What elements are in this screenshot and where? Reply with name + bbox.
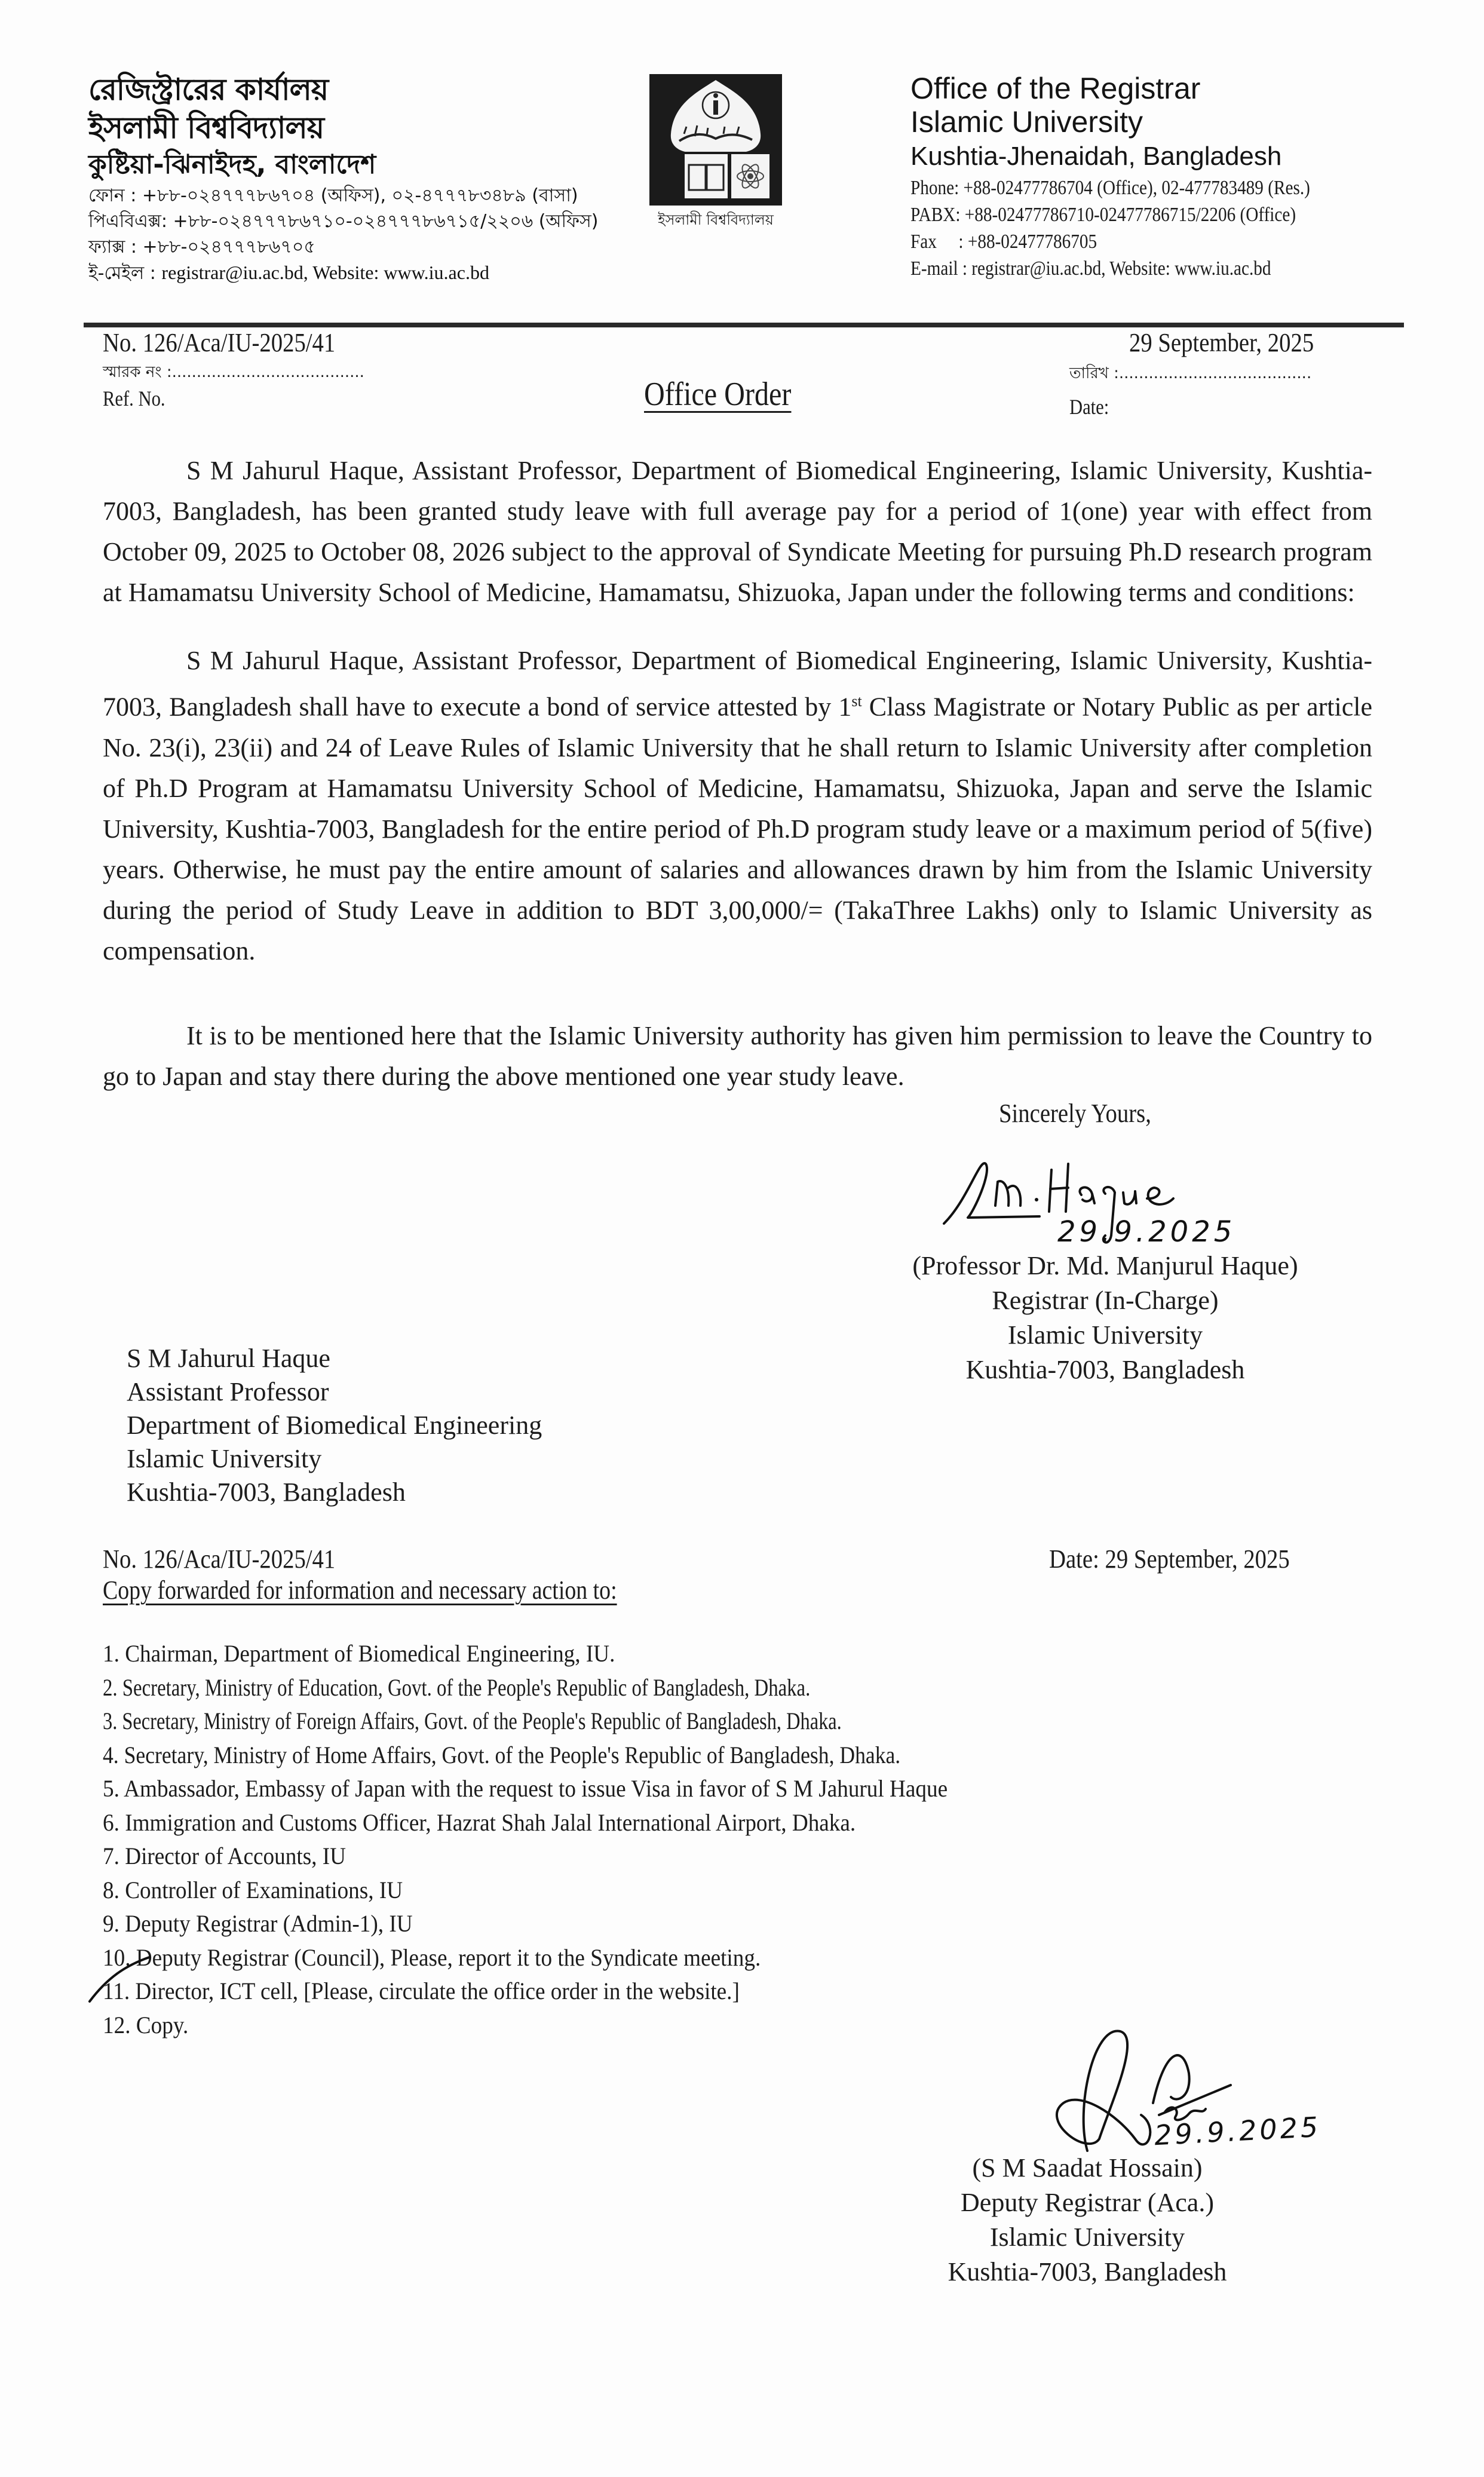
paragraph-3-text: It is to be mentioned here that the Islamic University authority has given him permission to leave the Country to go to Japan and stay there during the above mentioned one year study leave. <box>103 1021 1372 1091</box>
phone-english: Phone: +88-02477786704 (Office), 02-477783489 (Res.) <box>910 177 1310 199</box>
letterhead-english <box>910 72 1375 282</box>
recipient-address: Kushtia-7003, Bangladesh <box>127 1477 406 1507</box>
list-item: 6. Immigration and Customs Officer, Hazrat Shah Jalal International Airport, Dhaka. <box>103 1808 856 1836</box>
header-divider <box>84 323 1404 327</box>
paragraph-2-text-a: S M Jahurul Haque, Assistant Professor, Department of Biomedical Engineering, Islamic University, Kushtia-7003, Bangladesh shall have to execute a bond of service attested by 1 <box>103 646 1372 722</box>
list-item: 5. Ambassador, Embassy of Japan with the request to issue Visa in favor of S M Jahurul Haque <box>103 1775 948 1802</box>
email-web-bengali <box>88 260 599 286</box>
registrar-name: (Professor Dr. Md. Manjurul Haque) <box>912 1251 1298 1280</box>
date-label-bengali: তারিখ :....................................... <box>1069 364 1312 382</box>
deputy-registrar-address: Kushtia-7003, Bangladesh <box>948 2257 1227 2286</box>
office-title-english: Office of the Registrar <box>910 72 1201 105</box>
paragraph-2-text-b: Class Magistrate or Notary Public as per article No. 23(i), 23(ii) and 24 of Leave Rules of Islamic University that he shall return to Islamic University after completion of Ph.D Program at Hamamatsu University School of Medicine, Hamamatsu, Shizuoka, Japan and serve the Islamic University, Kushtia-7003, Bangladesh for the entire period of Ph.D program study leave or a maximum period of 5(five) years. Otherwise, he must pay the entire amount of salaries and allowances drawn by him from the Islamic University during the period of Study Leave in addition to BDT 3,00,000/= (TakaThree Lakhs) only to Islamic University as compensation. <box>103 692 1372 965</box>
email-label-bengali: ই-মেইল : <box>88 263 156 284</box>
list-item: 8. Controller of Examinations, IU <box>103 1876 403 1903</box>
reference-number: No. 126/Aca/IU-2025/41 <box>103 328 336 357</box>
body-paragraph-1 <box>103 450 1372 613</box>
office-title-bengali: রেজিস্ট্রারের কার্যালয় <box>88 72 329 107</box>
recipient-department: Department of Biomedical Engineering <box>127 1411 542 1440</box>
signature-date-registrar: 29.9.2025 <box>1057 1215 1236 1249</box>
copy-forward-heading: Copy forwarded for information and necessary action to: <box>103 1575 617 1605</box>
list-item: 1. Chairman, Department of Biomedical Engineering, IU. <box>103 1640 615 1667</box>
list-item: 10. Deputy Registrar (Council), Please, report it to the Syndicate meeting. <box>103 1943 761 1971</box>
ref-label-bengali: স্মারক নং :....................................... <box>103 363 364 381</box>
reference-date: 29 September, 2025 <box>1129 328 1314 357</box>
list-item: 4. Secretary, Ministry of Home Affairs, Govt. of the People's Republic of Bangladesh, Dhaka. <box>103 1741 901 1768</box>
signatory-registrar-block <box>842 1249 1368 1387</box>
recipient-address-block <box>127 1342 542 1509</box>
recipient-institution: Islamic University <box>127 1444 322 1473</box>
signatory-deputy-registrar-block <box>896 2151 1278 2289</box>
registrar-address: Kushtia-7003, Bangladesh <box>965 1355 1245 1384</box>
body-paragraph-3 <box>103 1016 1372 1097</box>
deputy-registrar-institution: Islamic University <box>989 2222 1185 2252</box>
fax-bengali: ফ্যাক্স : +৮৮-০২৪৭৭৭৮৬৭০৫ <box>88 237 315 257</box>
deputy-registrar-designation: Deputy Registrar (Aca.) <box>961 2188 1214 2217</box>
fax-english: Fax : +88-02477786705 <box>910 231 1097 253</box>
pen-tick-mark <box>84 1954 155 2007</box>
list-item: 7. Director of Accounts, IU <box>103 1843 347 1869</box>
email-web-links[interactable]: registrar@iu.ac.bd, Website: www.iu.ac.bd <box>161 262 489 283</box>
copy-reference-number: No. 126/Aca/IU-2025/41 <box>103 1544 336 1574</box>
list-item: 9. Deputy Registrar (Admin-1), IU <box>103 1910 413 1937</box>
crest-graphic <box>649 74 782 206</box>
closing-salutation: Sincerely Yours, <box>999 1099 1151 1128</box>
letterhead-bengali <box>88 70 599 286</box>
copy-recipient-list <box>103 1637 1015 2042</box>
list-item: 2. Secretary, Ministry of Education, Govt. of the People's Republic of Bangladesh, Dhaka. <box>103 1673 811 1701</box>
phone-bengali: ফোন : +৮৮-০২৪৭৭৭৮৬৭০৪ (অফিস), ০২-৪৭৭৭৮৩৪৮৯ (বাসা) <box>88 185 578 206</box>
location-english: Kushtia-Jhenaidah, Bangladesh <box>910 142 1282 171</box>
university-name-bengali: ইসলামী বিশ্ববিদ্যালয় <box>88 111 324 145</box>
deputy-registrar-name: (S M Saadat Hossain) <box>972 2153 1203 2182</box>
pabx-english: PABX: +88-02477786710-02477786715/2206 (Office) <box>910 204 1296 226</box>
ref-label-english: Ref. No. <box>103 387 165 410</box>
list-item: 12. Copy. <box>103 2011 189 2038</box>
list-item: 11. Director, ICT cell, [Please, circulate the office order in the website.] <box>103 1978 740 2004</box>
copy-date: Date: 29 September, 2025 <box>1049 1544 1290 1574</box>
list-item: 3. Secretary, Ministry of Foreign Affairs, Govt. of the People's Republic of Bangladesh, Dhaka. <box>103 1707 842 1734</box>
registrar-designation: Registrar (In-Charge) <box>992 1286 1219 1315</box>
university-name-english: Islamic University <box>910 105 1143 139</box>
signature-date-deputy-registrar: 29.9.2025 <box>1153 2110 1322 2152</box>
recipient-name: S M Jahurul Haque <box>127 1344 330 1373</box>
paragraph-1-text: S M Jahurul Haque, Assistant Professor, Department of Biomedical Engineering, Islamic University, Kushtia-7003, Bangladesh, has been granted study leave with full average pay for a period of 1(one) year with effect from October 09, 2025 to October 08, 2026 subject to the approval of Syndicate Meeting for pursuing Ph.D research program at Hamamatsu University School of Medicine, Hamamatsu, Shizuoka, Japan under the following terms and conditions: <box>103 456 1372 607</box>
pabx-bengali: পিএবিএক্স: +৮৮-০২৪৭৭৭৮৬৭১০-০২৪৭৭৭৮৬৭১৫/২২০৬ (অফিস) <box>88 211 599 232</box>
page-title: Office Order <box>644 376 792 413</box>
superscript-st: st <box>851 692 862 710</box>
email-web-english[interactable]: E-mail : registrar@iu.ac.bd, Website: www.iu.ac.bd <box>910 257 1271 280</box>
registrar-institution: Islamic University <box>1007 1320 1203 1350</box>
body-paragraph-2 <box>103 640 1372 971</box>
recipient-designation: Assistant Professor <box>127 1377 329 1406</box>
location-bengali: কুষ্টিয়া-ঝিনাইদহ, বাংলাদেশ <box>88 149 376 180</box>
date-label-english: Date: <box>1069 395 1109 419</box>
logo-caption: ইসলামী বিশ্ববিদ্যালয় <box>658 211 774 228</box>
university-crest-icon <box>649 74 782 206</box>
